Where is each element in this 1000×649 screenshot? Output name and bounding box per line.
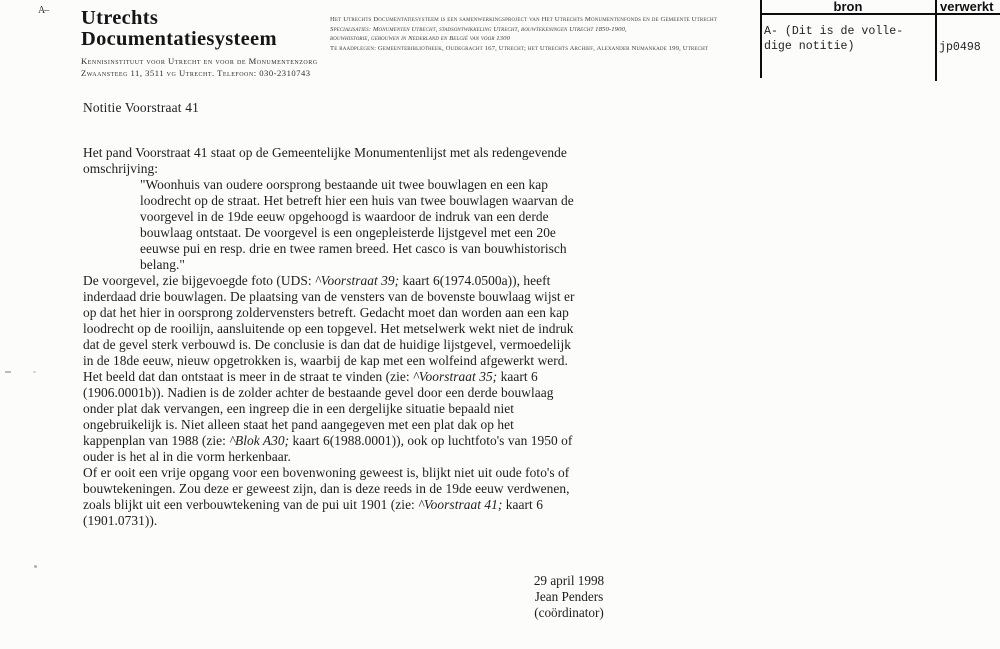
text-line: kappenplan van 1988 (zie: ^Blok A30; kaart 6(1988.0001)), ook op luchtfoto's van 1950 of bbox=[83, 433, 573, 448]
scan-artifact-speck bbox=[33, 371, 36, 373]
org-name-line2: Documentatiesysteem bbox=[81, 28, 277, 50]
paragraph-analysis bbox=[83, 273, 683, 529]
text-line: onder plat dak vervangen, een ingreep die in een dergelijke situatie bepaald niet bbox=[83, 401, 515, 416]
text-line: voorgevel in de 19de eeuw opgehoogd is waardoor de indruk van een derde bbox=[140, 209, 549, 224]
text-line: Het beeld dat dan ontstaat is meer in de straat te vinden (zie: ^Voorstraat 35; kaart 6 bbox=[83, 369, 538, 384]
text-line: Het Utrechts Documentatiesysteem is een samenwerkingsproject van Het Utrechts Monumentenfonds en de Gemeente Utrecht bbox=[330, 16, 717, 23]
text-line: dige notitie) bbox=[764, 39, 855, 53]
signature-name: Jean Penders bbox=[534, 589, 604, 604]
text-line: Te raadplegen: Gemeentebibliotheek, Oudegracht 167, Utrecht; het Utrechts Archief, Alexander Numankade 199, Utrecht bbox=[330, 44, 709, 52]
text-line: De voorgevel, zie bijgevoegde foto (UDS: ^Voorstraat 39; kaart 6(1974.0500a)), heeft bbox=[83, 273, 551, 288]
text-line: "Woonhuis van oudere oorsprong bestaande uit twee bouwlagen en een kap bbox=[140, 177, 548, 192]
column-header-bron: bron bbox=[833, 0, 863, 14]
text-line: eeuwse pui en resp. drie en twee ramen breed. Het casco is van bouwhistorisch bbox=[140, 241, 567, 256]
text-line: Of er ooit een vrije opgang voor een bovenwoning geweest is, blijkt niet uit oude foto's of bbox=[83, 465, 570, 480]
text-line: A- (Dit is de volle- bbox=[764, 25, 904, 38]
margin-annotation-mark: A– bbox=[38, 5, 49, 16]
signature-role: (coördinator) bbox=[534, 605, 604, 620]
text-line: belang." bbox=[140, 257, 185, 272]
letterhead-fine-print bbox=[330, 15, 760, 53]
text-line: ongebruikelijk is. Niet alleen staat het pand aangegeven met een plat dak op het bbox=[83, 417, 514, 432]
verwerkt-cell: jp0498 bbox=[939, 41, 981, 54]
text-line: bouwhistorie, gebouwen in Nederland en België van voor 1300 bbox=[330, 35, 511, 43]
paragraph-intro bbox=[83, 145, 683, 177]
text-line: in de 18de eeuw, nieuw opgetrokken is, waarbij de kap met een wolfeind afgewerkt werd. bbox=[83, 353, 568, 368]
text-line: (1901.0731)). bbox=[83, 513, 158, 528]
letterhead bbox=[81, 8, 318, 79]
text-line: bouwlaag ontstaat. De voorgevel is een ongepleisterde lijstgevel met een 20e bbox=[140, 225, 556, 240]
text-line: bouwtekeningen. Zou deze er geweest zijn, dan is deze reeds in de 19de eeuw verdwenen, bbox=[83, 481, 570, 496]
quoted-monument-description bbox=[140, 177, 683, 273]
text-line: zoals blijkt uit een verbouwtekening van de pui uit 1901 (zie: ^Voorstraat 41; kaart 6 bbox=[83, 497, 543, 512]
text-line: Specialisaties: Monumenten Utrecht, stadsontwikkeling Utrecht, bouwtekeningen Utrecht 1850-1900, bbox=[330, 25, 627, 33]
text-line: ouder is het al in die vorm herkenbaar. bbox=[83, 449, 291, 464]
scan-artifact-speck bbox=[5, 371, 11, 373]
text-line: (1906.0001b)). Nadien is de zolder achter de bestaande gevel door een derde bouwlaag bbox=[83, 385, 554, 400]
text-line: op dat het hier in oorsprong zoldervensters betreft. Gedacht moet dan worden aan een kap bbox=[83, 305, 569, 320]
column-header-verwerkt: verwerkt bbox=[940, 0, 994, 14]
text-line: Het pand Voorstraat 41 staat op de Gemeentelijke Monumentenlijst met als redengevende bbox=[83, 145, 567, 160]
scan-artifact-speck bbox=[34, 565, 37, 568]
org-address: Zwaansteeg 11, 3511 vg Utrecht. Telefoon: 030-2310743 bbox=[81, 67, 311, 78]
signature-date: 29 april 1998 bbox=[533, 573, 605, 588]
signature-block bbox=[528, 573, 610, 621]
org-subtitle: Kennisinstituut voor Utrecht en voor de Monumentenzorg bbox=[81, 56, 318, 66]
bron-cell bbox=[764, 25, 903, 54]
text-line: omschrijving: bbox=[83, 161, 159, 176]
text-line: dat de gevel sterk verbouwd is. De conclusie is dan dat de huidige lijstgevel, vermoedelijk bbox=[83, 337, 571, 352]
text-line: inderdaad drie bouwlagen. De plaatsing van de vensters van de bovenste bouwlaag wijst er bbox=[83, 289, 575, 304]
org-name-line1: Utrechts bbox=[81, 7, 159, 29]
text-line: loodrecht op de straat. Het betreft hier een huis van twee bouwlagen waarvan de bbox=[140, 193, 574, 208]
document-subject: Notitie Voorstraat 41 bbox=[83, 100, 200, 115]
document-body bbox=[83, 145, 683, 529]
text-line: loodrecht op de rooilijn, aansluitende op een topgevel. Het metselwerk wekt niet de indruk bbox=[83, 321, 574, 336]
